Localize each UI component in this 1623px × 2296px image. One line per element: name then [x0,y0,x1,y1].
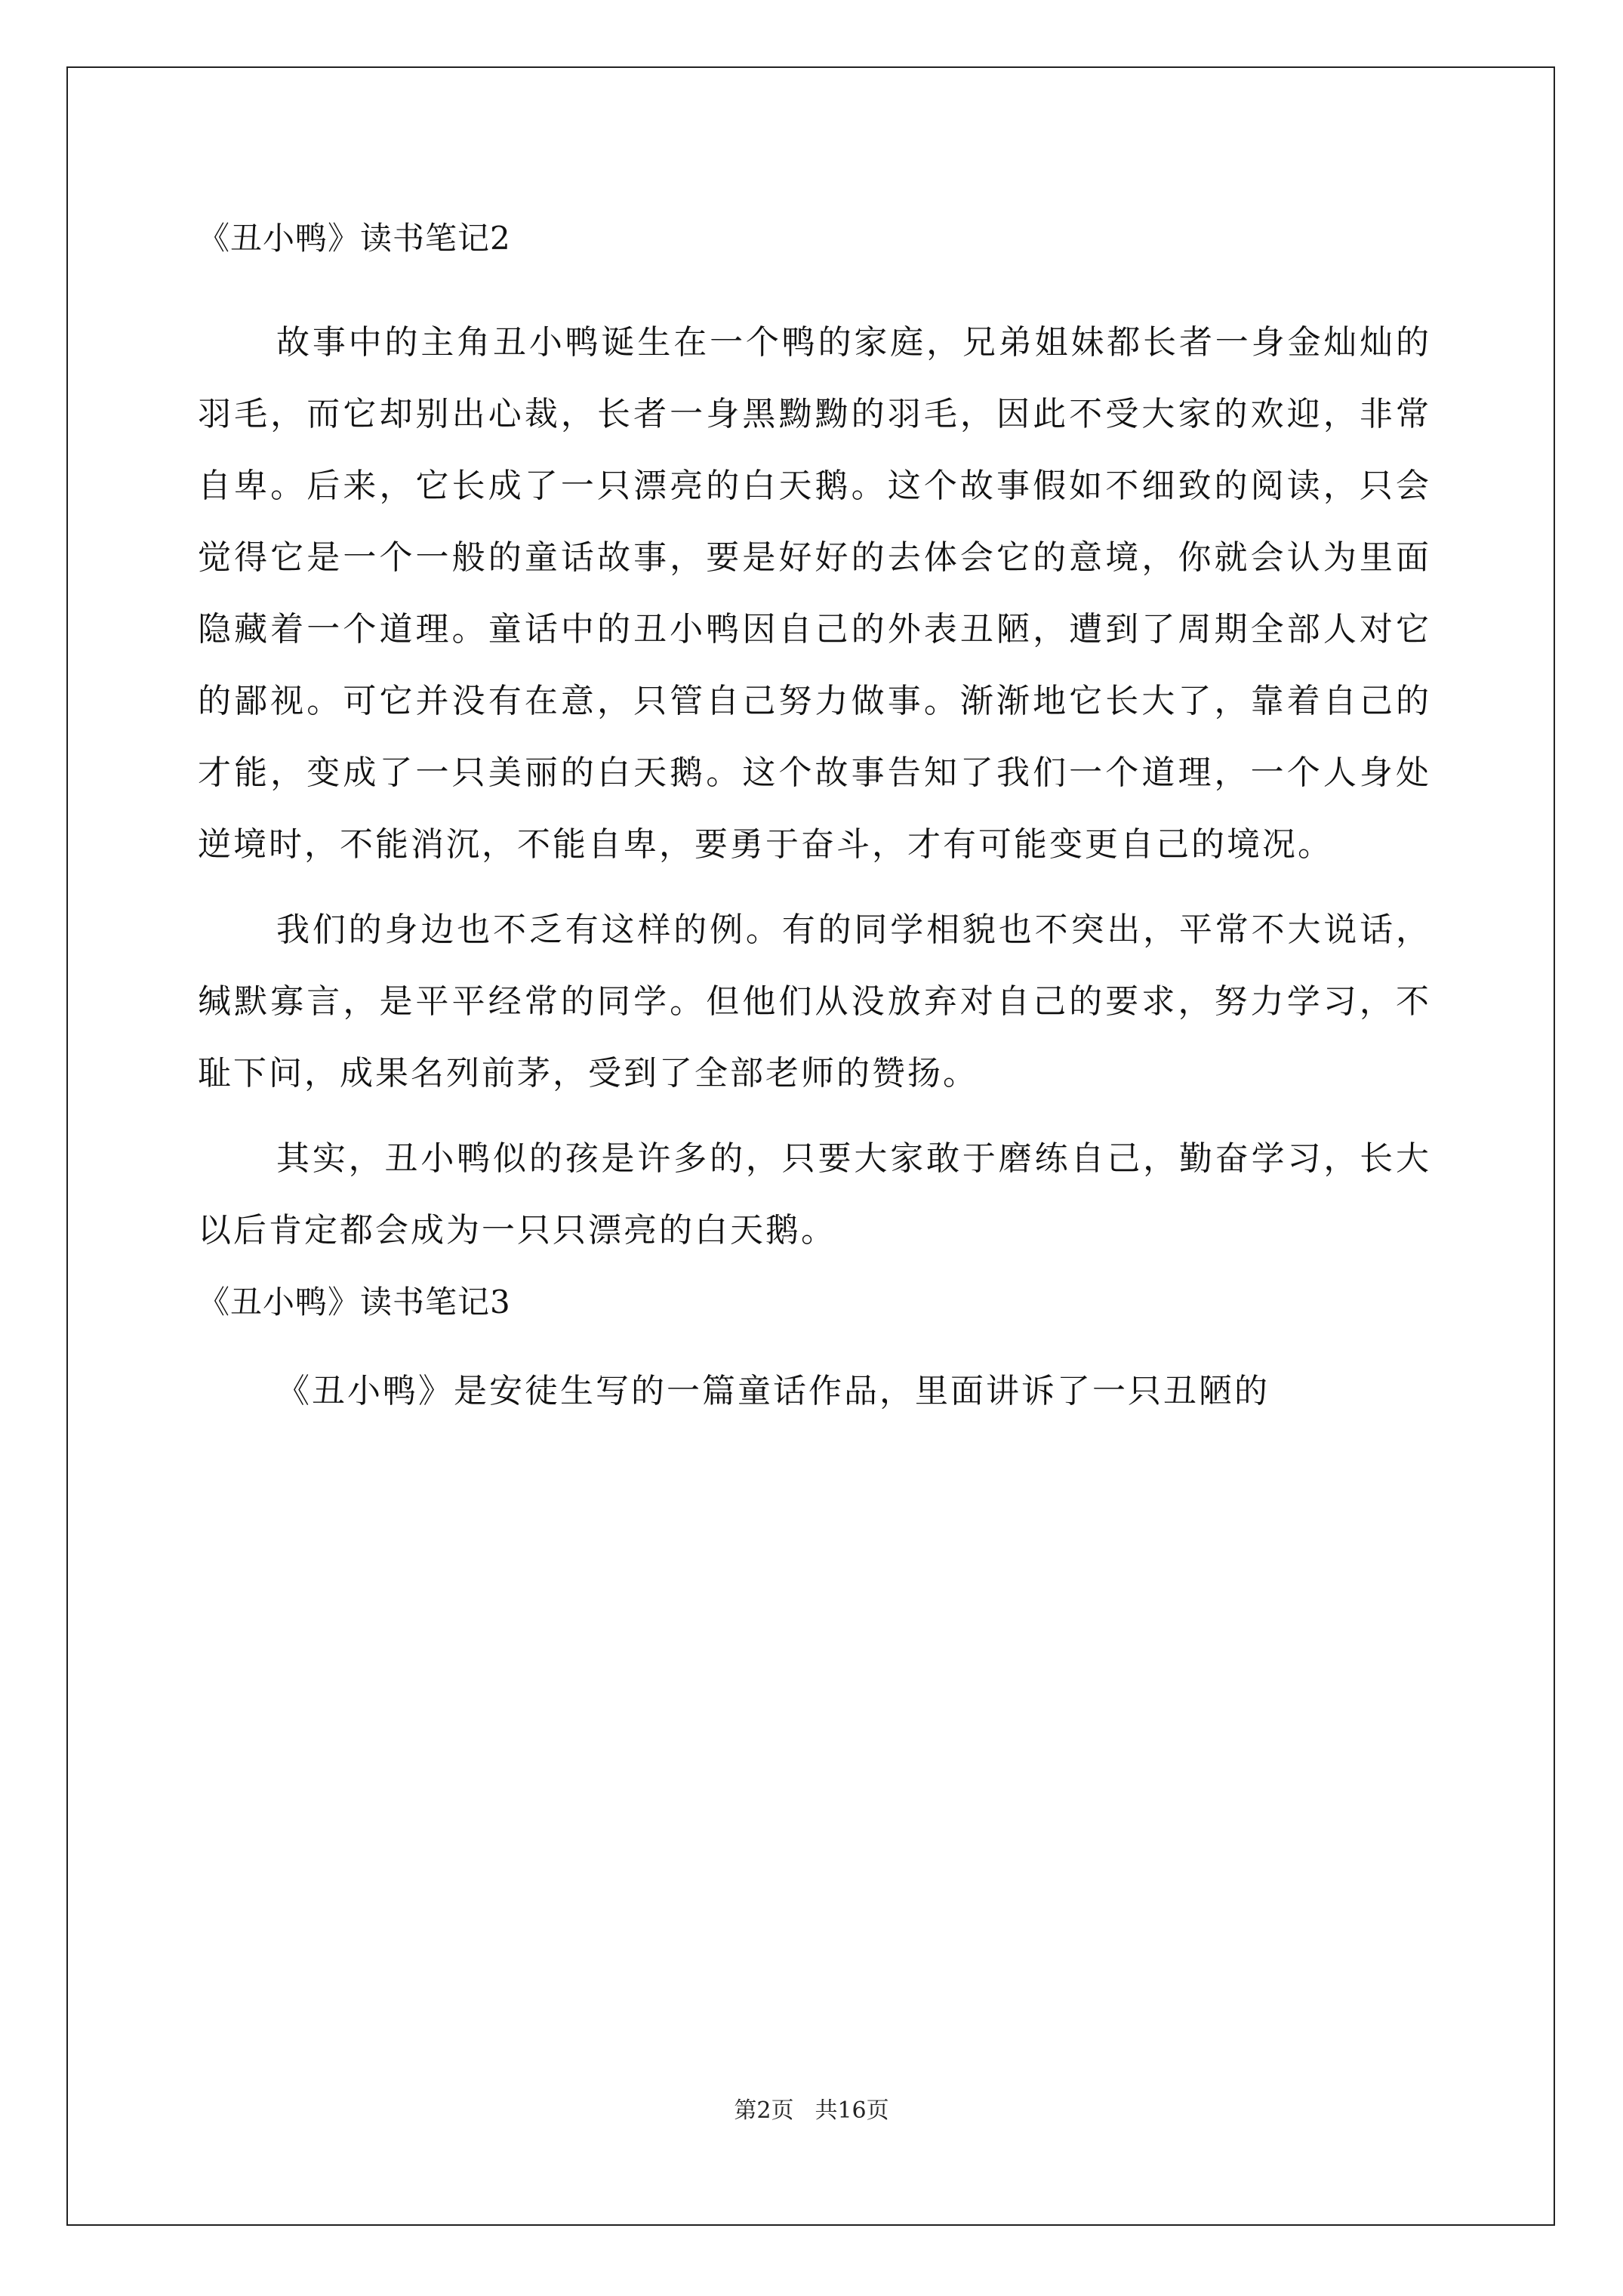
paragraph: 故事中的主角丑小鸭诞生在一个鸭的家庭，兄弟姐妹都长者一身金灿灿的羽毛，而它却别出心裁，长者一身黑黝黝的羽毛，因此不受大家的欢迎，非常自卑。后来，它长成了一只漂亮的白天鹅。这个故事假如不细致的阅读，只会觉得它是一个一般的童话故事，要是好好的去体会它的意境，你就会认为里面隐藏着一个道理。童话中的丑小鸭因自己的外表丑陋，遭到了周期全部人对它的鄙视。可它并没有在意，只管自己努力做事。渐渐地它长大了，靠着自己的才能，变成了一只美丽的白天鹅。这个故事告知了我们一个道理，一个人身处逆境时，不能消沉，不能自卑，要勇于奋斗，才有可能变更自己的境况。 [198,323,1431,864]
paragraph: 其实，丑小鸭似的孩是许多的，只要大家敢于磨练自己，勤奋学习，长大以后肯定都会成为一只只漂亮的白天鹅。 [198,1139,1431,1250]
page-footer [0,2097,1623,2125]
section-heading: 《丑小鸭》读书笔记2 [198,220,511,257]
document-body [198,219,1431,1427]
section-heading: 《丑小鸭》读书笔记3 [198,1284,511,1321]
page-total: 共16页 [815,2097,889,2124]
paragraph: 我们的身边也不乏有这样的例。有的同学相貌也不突出，平常不大说话，缄默寡言，是平平经常的同学。但他们从没放弃对自己的要求，努力学习，不耻下问，成果名列前茅，受到了全部老师的赞扬。 [198,911,1431,1093]
paragraph: 《丑小鸭》是安徒生写的一篇童话作品，里面讲诉了一只丑陋的 [276,1372,1270,1410]
page-number: 第2页 [734,2097,794,2124]
